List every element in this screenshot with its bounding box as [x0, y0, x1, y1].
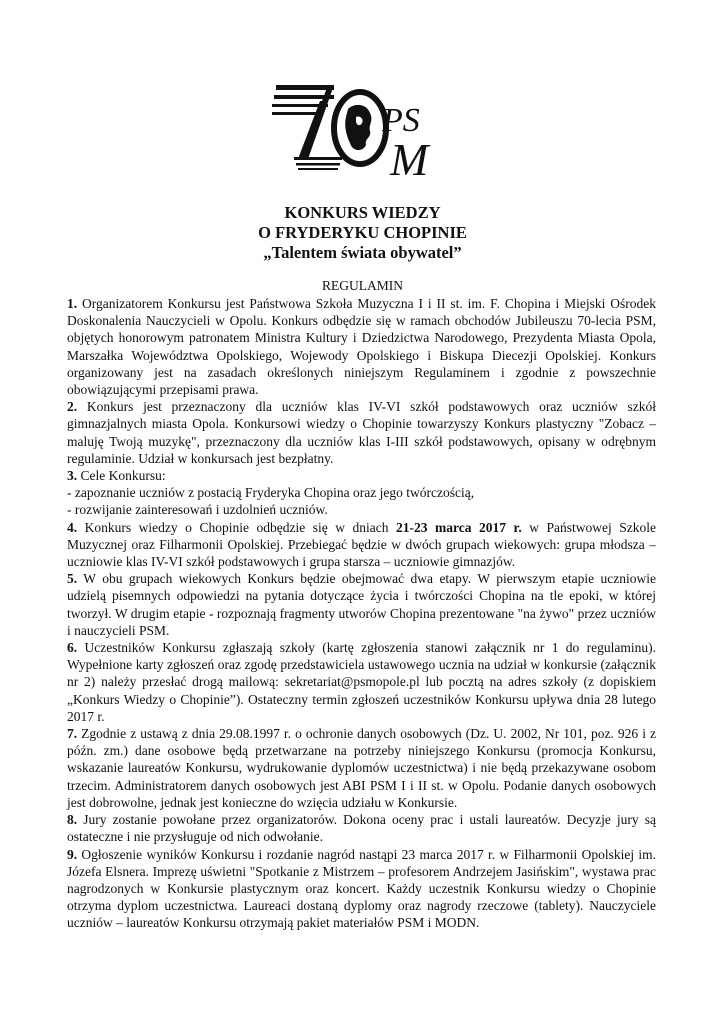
- paragraph-text: Cele Konkursu:: [77, 468, 166, 484]
- paragraph-text: w Państwowej Szkole Muzycznej oraz Filharmonii Opolskiej. Przebiegać będzie w dwóch grupach wiekowych: grupa młodsza – uczniowie klas IV-VI szkół podstawowych i grupa starsza – uczniowie gimnazjów.: [67, 519, 657, 570]
- paragraph-number: 8.: [67, 812, 78, 828]
- paragraph-3: [67, 467, 656, 484]
- paragraph-text: Zgodnie z ustawą z dnia 29.08.1997 r. o ochronie danych osobowych (Dz. U. 2002, Nr 101, poz. 926 i z późn. zm.) dane osobowe będą przetwarzane na potrzeby niniejszego Konkursu (promocja Konkursu, wskazanie laureatów Konkursu, wydrukowanie dyplomów uczestnictwa) i nie będą przekazywane osobom trzecim. Administratorem danych osobowych jest ABI PSM I i II st. w Opolu. Podanie danych osobowych jest dobrowolne, jednak jest konieczne do wzięcia udziału w Konkursie.: [67, 726, 656, 810]
- paragraph-number: 6.: [67, 640, 78, 656]
- paragraph-number: 3.: [67, 468, 78, 484]
- regulation-body: [67, 295, 656, 932]
- paragraph-text: W obu grupach wiekowych Konkurs będzie obejmować dwa etapy. W pierwszym etapie uczniowie udzielą pisemnych odpowiedzi na pytania dotyczące życia i twórczości Chopina na tle epoki, w której tworzył. W drugim etapie - rozpoznają fragmenty utworów Chopina prezentowane "na żywo" przez uczniów i nauczycieli PSM.: [67, 571, 656, 638]
- paragraph-4: [67, 519, 656, 571]
- paragraph-7: [67, 725, 656, 811]
- paragraph-1: [67, 295, 656, 398]
- goal-item-1: - zapoznanie uczniów z postacią Fryderyka Chopina oraz jego twórczością,: [67, 485, 475, 501]
- paragraph-number: 2.: [67, 399, 78, 415]
- paragraph-number: 4.: [67, 519, 78, 535]
- paragraph-number: 5.: [67, 571, 78, 587]
- paragraph-number: 1.: [67, 296, 78, 311]
- paragraph-text: Konkurs wiedzy o Chopinie odbędzie się w dniach: [77, 519, 397, 535]
- logo-letters-top: PS: [382, 102, 420, 139]
- psm-70-anniversary-logo: [270, 73, 452, 185]
- paragraph-8: [67, 811, 656, 845]
- paragraph-number: 7.: [67, 726, 78, 742]
- title-line-2: O FRYDERYKU CHOPINIE: [258, 223, 467, 242]
- paragraph-text: Konkurs jest przeznaczony dla uczniów klas IV-VI szkół podstawowych oraz uczniów szkół gimnazjalnych miasta Opola. Konkursowi wiedzy o Chopinie towarzyszy Konkurs plastyczny "Zobacz – maluję Twoją muzykę", przeznaczony dla uczniów klas I-III szkół podstawowych, opisany w odrębnym regulaminie. Udział w konkursach jest bezpłatny.: [67, 399, 656, 466]
- title-line-3: „Talentem świata obywatel”: [263, 243, 462, 262]
- title-line-1: KONKURS WIEDZY: [284, 203, 441, 222]
- paragraph-5: [67, 570, 656, 639]
- paragraph-6: [67, 639, 656, 725]
- document-subtitle: REGULAMIN: [322, 278, 403, 293]
- contest-date: 21-23 marca 2017 r.: [396, 519, 522, 535]
- paragraph-text: Uczestników Konkursu zgłaszają szkoły (kartę zgłoszenia stanowi załącznik nr 1 do regulaminu). Wypełnione karty zgłoszeń oraz zgodę przedstawiciela ustawowego ucznia na udział w konkursie (załącznik nr 2) należy przesłać drogą mailową: sekretariat@psmopole.pl lub pocztą na adres szkoły (z dopiskiem „Konkurs Wiedzy o Chopinie”). Ostateczny termin zgłoszeń uczestników Konkursu upływa dnia 28 lutego 2017 r.: [67, 640, 656, 724]
- paragraph-2: [67, 398, 656, 467]
- paragraph-text: Ogłoszenie wyników Konkursu i rozdanie nagród nastąpi 23 marca 2017 r. w Filharmonii Opolskiej im. Józefa Elsnera. Imprezę uświetni "Spotkanie z Mistrzem – profesorem Andrzejem Jasińskim", wystawa prac nagrodzonych w Konkursie plastycznym oraz koncert. Każdy uczestnik Konkursu wiedzy o Chopinie otrzyma dyplom uczestnictwa. Laureaci dostaną dyplomy oraz nagrody rzeczowe (tablety). Nauczyciele uczniów – laureatów Konkursu otrzymają pakiet materiałów PSM i MODN.: [67, 846, 656, 931]
- goal-item-2: - rozwijanie zainteresowań i uzdolnień uczniów.: [67, 502, 328, 518]
- paragraph-number: 9.: [67, 846, 78, 862]
- logo-letters-bottom: M: [390, 134, 429, 185]
- paragraph-9: [67, 846, 656, 932]
- document-title: [0, 203, 725, 263]
- paragraph-text: Jury zostanie powołane przez organizatorów. Dokona oceny prac i ustali laureatów. Decyzje jury są ostateczne i nie przysługuje od nich odwołanie.: [67, 812, 656, 845]
- paragraph-text: Organizatorem Konkursu jest Państwowa Szkoła Muzyczna I i II st. im. F. Chopina i Miejski Ośrodek Doskonalenia Nauczycieli w Opolu. Konkurs odbędzie się w ramach obchodów Jubileuszu 70-lecia PSM, objętych honorowym patronatem Ministra Kultury i Dziedzictwa Narodowego, Prezydenta Miasta Opola, Marszałka Województwa Opolskiego, Wojewody Opolskiego i Biskupa Diecezji Opolskiej. Konkurs organizowany jest na zasadach określonych niniejszym Regulaminem i zgodnie z powszechnie obowiązującymi przepisami prawa.: [67, 296, 656, 398]
